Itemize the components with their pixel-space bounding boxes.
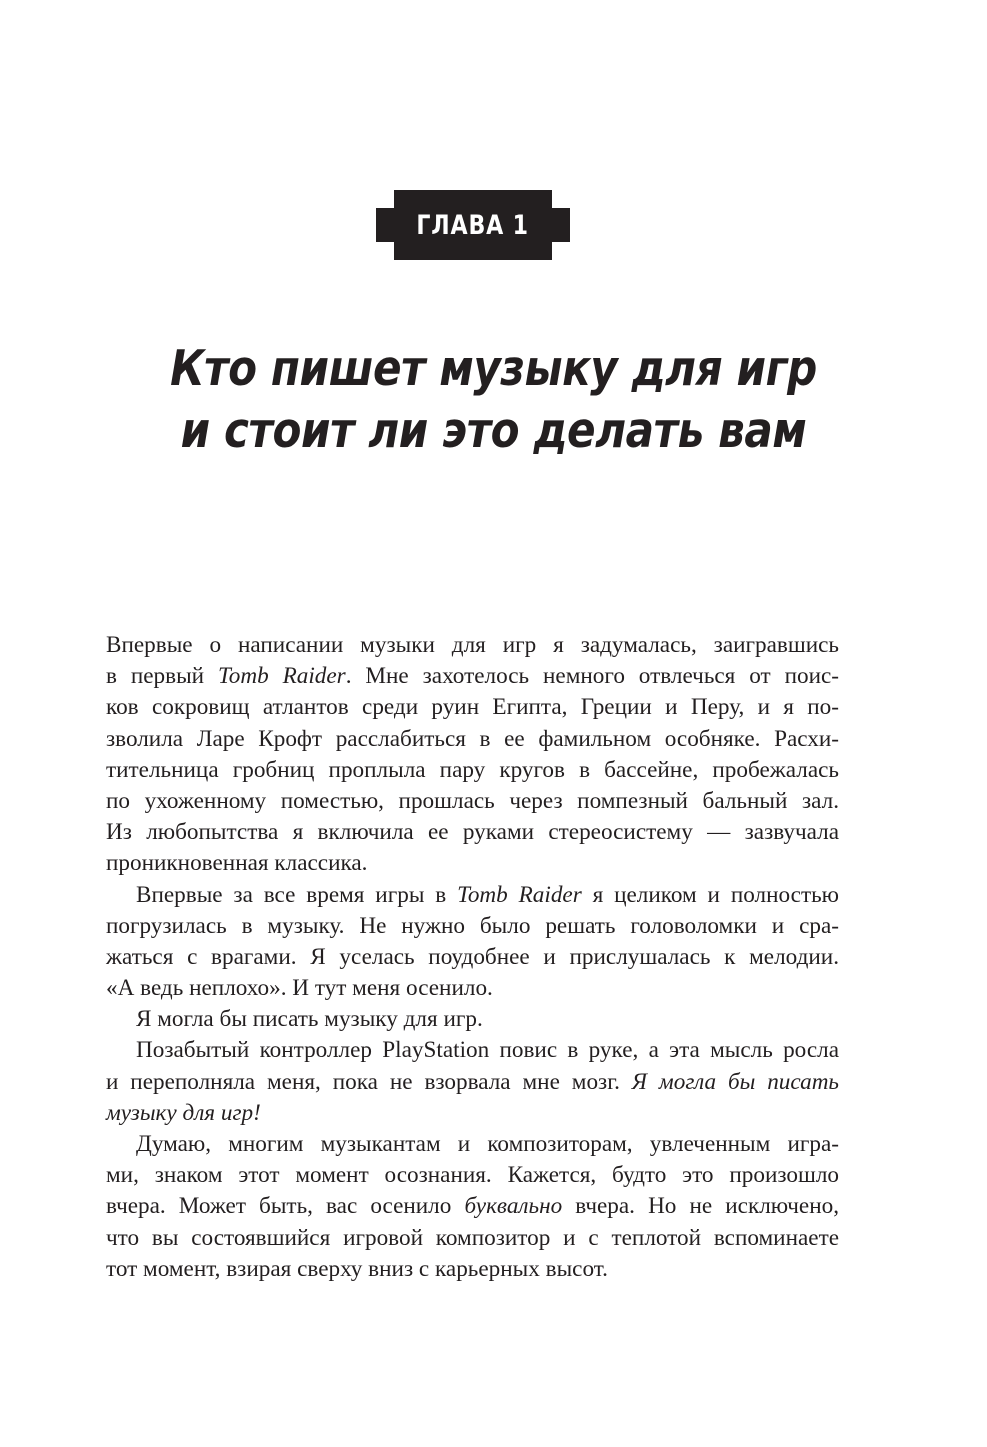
text-line [106,692,839,723]
body-text [106,630,839,1285]
text-line [106,786,839,817]
text-line [106,755,839,786]
text-line [106,942,839,973]
text-span: в первый [106,663,218,690]
text-line [106,1129,839,1160]
text-span: Думаю, многим музыкантам и композиторам, увлеченным игра- [136,1131,839,1157]
text-line [106,661,839,692]
text-line [106,630,839,661]
text-line [106,1191,839,1222]
chapter-label [376,190,570,260]
chapter-title-line-2: и стоит ли это делать вам [180,402,807,459]
text-line [106,724,839,755]
text-line [106,1223,839,1254]
text-span: тот момент, взирая сверху вниз с карьерных высот. [106,1255,608,1282]
text-span: тительница гробниц проплыла пару кругов в бассейне, пробежалась [106,756,839,783]
text-line [106,817,839,848]
italic-text: Я могла бы писать [631,1068,839,1095]
chapter-title [90,338,897,462]
text-line [106,1067,839,1098]
text-span: Из любопытства я включила ее руками стереосистему — зазвучала [106,819,839,846]
text-line [106,1035,839,1066]
text-span: вчера. Но не исключено, [562,1193,839,1220]
text-line [106,1098,839,1129]
text-span: погрузилась в музыку. Не нужно было решать головоломки и сра- [106,912,839,939]
text-line [106,973,839,1004]
text-span: ков сокровищ атлантов среди руин Египта, Греции и Перу, и я по- [106,694,839,721]
chapter-label-box [394,190,552,260]
text-span: и переполняла меня, пока не взорвала мне мозг. [106,1068,632,1095]
text-span: Позабытый контроллер PlayStation повис в руке, а эта мысль росла [136,1037,839,1064]
chapter-label-text: ГЛАВА 1 [416,209,530,241]
text-span: жаться с врагами. Я уселась поудобнее и прислушалась к мелодии. [106,943,839,970]
text-span: Впервые о написании музыки для игр я задумалась, заигравшись [106,632,839,658]
italic-title: Tomb Raider [217,663,346,690]
text-span: что вы состоявшийся игровой композитор и с теплотой вспоминаете [106,1224,839,1251]
text-span: зволила Ларе Крофт расслабиться в ее фамильном особняке. Расхи- [106,725,839,752]
text-span: «А ведь неплохо». И тут меня осенило. [106,975,493,1002]
text-line [106,848,839,879]
text-span: проникновенная классика. [106,850,368,877]
text-line [106,880,839,911]
text-line [106,1254,839,1285]
italic-title: Tomb Raider [457,881,582,908]
text-line [106,911,839,942]
text-span: ми, знаком этот момент осознания. Кажется, будто это произошло [106,1162,839,1189]
text-line [106,1160,839,1191]
text-span: Я могла бы писать музыку для игр. [136,1006,483,1033]
text-span: . Мне захотелось немного отвлечься от поис- [345,663,839,690]
chapter-title-line-1: Кто пишет музыку для игр [170,340,817,397]
text-line [106,1004,839,1035]
italic-text: музыку для игр! [106,1099,261,1126]
text-span: по ухоженному поместью, прошлась через помпезный бальный зал. [106,787,839,814]
text-span: вчера. Может быть, вас осенило [106,1193,465,1220]
text-span: я целиком и полностью [581,881,839,908]
italic-text: буквально [464,1193,563,1220]
text-span: Впервые за все время игры в [136,881,458,908]
